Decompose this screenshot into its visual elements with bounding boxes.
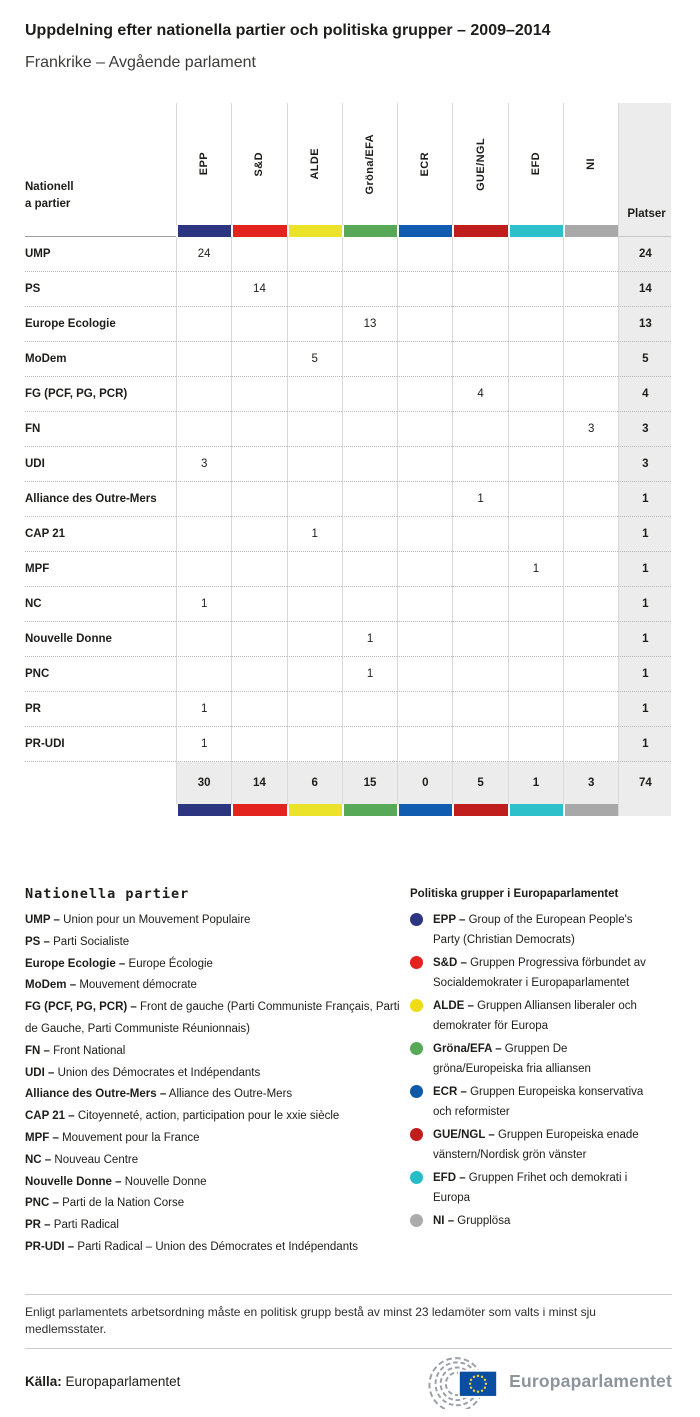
gr-na-efacolor-dot — [410, 1042, 423, 1055]
party-name: CAP 21 — [25, 517, 176, 552]
party-group-table — [25, 103, 672, 816]
cell-nouvelle-donne-ni — [563, 622, 618, 657]
cell-europe-ecologie-efd — [508, 307, 563, 342]
cell-ps-alde — [287, 272, 342, 307]
cell-alliance-des-outre-mers-efd — [508, 482, 563, 517]
party-legend-item-cap-21: CAP 21 – Citoyenneté, action, participation pour le xxie siècle — [25, 1110, 340, 1123]
party-legend-abbr: Alliance des Outre-Mers – — [25, 1088, 167, 1101]
footer — [25, 1294, 672, 1409]
party-legend-abbr: Europe Ecologie – — [25, 957, 126, 970]
party-name: PS — [25, 272, 176, 307]
cell-nc-alde — [287, 587, 342, 622]
group-legend-item-gr-na-efa — [410, 1039, 654, 1079]
party-legend-item-udi: UDI – Union des Démocrates et Indépendants — [25, 1066, 261, 1079]
cell-ump-ecr — [397, 237, 452, 272]
s-d-color-bar-bottom — [231, 804, 286, 816]
party-legend-item-pnc: PNC – Parti de la Nation Corse — [25, 1197, 185, 1210]
alde-color-bar — [287, 225, 342, 237]
page-subtitle: Frankrike – Avgående parlament — [25, 54, 256, 71]
cell-pr-s-d — [231, 692, 286, 727]
cell-fg-pcf-pg-pcr-ecr — [397, 377, 452, 412]
party-legend-abbr: PS – — [25, 935, 50, 948]
cell-pr-udi-gue-ngl — [452, 727, 507, 762]
column-header-gr-na-efa — [342, 103, 397, 225]
cell-pr-udi-ni — [563, 727, 618, 762]
cell-fn-gue-ngl — [452, 412, 507, 447]
corner-line1: Nationell — [25, 181, 74, 193]
column-header-label-epp: EPP — [198, 152, 211, 176]
cell-modem-gue-ngl — [452, 342, 507, 377]
cell-cap-21-alde: 1 — [287, 517, 342, 552]
party-name: PR — [25, 692, 176, 727]
cell-nc-ecr — [397, 587, 452, 622]
group-legend-item-ecr — [410, 1082, 654, 1122]
cell-ump-alde — [287, 237, 342, 272]
s-dcolor-dot — [410, 956, 423, 969]
cell-pr-gue-ngl — [452, 692, 507, 727]
cell-pnc-s-d — [231, 657, 286, 692]
seats-nouvelle-donne: 1 — [618, 622, 671, 657]
cell-mpf-ni — [563, 552, 618, 587]
cell-udi-ni — [563, 447, 618, 482]
source-value: Europaparlamentet — [65, 1373, 181, 1389]
group-legend-item-efd — [410, 1168, 654, 1208]
cell-alliance-des-outre-mers-ecr — [397, 482, 452, 517]
party-legend-abbr: UMP – — [25, 914, 60, 926]
cell-fn-ecr — [397, 412, 452, 447]
total-ni: 3 — [563, 762, 618, 804]
party-name: UDI — [25, 447, 176, 482]
cell-cap-21-epp — [176, 517, 231, 552]
cell-modem-ni — [563, 342, 618, 377]
cell-europe-ecologie-ecr — [397, 307, 452, 342]
cell-cap-21-gr-na-efa — [342, 517, 397, 552]
cell-mpf-efd: 1 — [508, 552, 563, 587]
national-parties-list — [25, 910, 400, 1259]
total-ecr: 0 — [397, 762, 452, 804]
group-legend-abbr: NI – — [433, 1215, 455, 1227]
efd-color-bar — [508, 225, 563, 237]
party-legend-item-fn: FN – Front National — [25, 1044, 126, 1057]
cell-pr-udi-efd — [508, 727, 563, 762]
cell-pnc-alde — [287, 657, 342, 692]
seats-pr-udi: 1 — [618, 727, 671, 762]
cell-nc-gue-ngl — [452, 587, 507, 622]
epp-color-bar — [176, 225, 231, 237]
cell-fg-pcf-pg-pcr-epp — [176, 377, 231, 412]
cell-modem-alde: 5 — [287, 342, 342, 377]
epp-color-bar-bottom — [176, 804, 231, 816]
cell-pr-epp: 1 — [176, 692, 231, 727]
cell-ps-s-d: 14 — [231, 272, 286, 307]
group-legend-abbr: EPP – — [433, 914, 466, 926]
cell-pr-gr-na-efa — [342, 692, 397, 727]
cell-nc-s-d — [231, 587, 286, 622]
party-legend-item-europe-ecologie: Europe Ecologie – Europe Écologie — [25, 957, 213, 970]
cell-fn-epp — [176, 412, 231, 447]
seats-fn: 3 — [618, 412, 671, 447]
party-name: MPF — [25, 552, 176, 587]
cell-fg-pcf-pg-pcr-gr-na-efa — [342, 377, 397, 412]
cell-pr-udi-gr-na-efa — [342, 727, 397, 762]
cell-alliance-des-outre-mers-s-d — [231, 482, 286, 517]
cell-pnc-gr-na-efa: 1 — [342, 657, 397, 692]
cell-europe-ecologie-s-d — [231, 307, 286, 342]
party-legend-item-nc: NC – Nouveau Centre — [25, 1153, 139, 1166]
gr-na-efa-color-bar-bottom — [342, 804, 397, 816]
seats-mpf: 1 — [618, 552, 671, 587]
eppcolor-dot — [410, 913, 423, 926]
cell-europe-ecologie-ni — [563, 307, 618, 342]
column-header-label-gue-ngl: GUE/NGL — [474, 137, 487, 191]
party-legend-item-modem: MoDem – Mouvement démocrate — [25, 979, 197, 992]
header-rule — [25, 225, 176, 237]
cell-ps-gr-na-efa — [342, 272, 397, 307]
group-legend-text: ECR – Gruppen Europeiska konservativa och reformister — [433, 1086, 644, 1118]
national-parties-heading: Nationella partier — [25, 886, 190, 902]
divider-top — [25, 1294, 672, 1295]
group-legend-abbr: ALDE – — [433, 1000, 474, 1012]
cell-alliance-des-outre-mers-gue-ngl: 1 — [452, 482, 507, 517]
group-legend-item-gue-ngl — [410, 1125, 654, 1165]
cell-modem-gr-na-efa — [342, 342, 397, 377]
cell-udi-epp: 3 — [176, 447, 231, 482]
seats-europe-ecologie: 13 — [618, 307, 671, 342]
total-s-d: 14 — [231, 762, 286, 804]
cell-fg-pcf-pg-pcr-alde — [287, 377, 342, 412]
column-header-gue-ngl — [452, 103, 507, 225]
bottom-spacer — [25, 804, 176, 816]
seats-pr: 1 — [618, 692, 671, 727]
cell-fg-pcf-pg-pcr-efd — [508, 377, 563, 412]
group-legend-abbr: ECR – — [433, 1086, 467, 1098]
group-legend-text: S&D – Gruppen Progressiva förbundet av Socialdemokrater i Europaparlamentet — [433, 957, 646, 989]
cell-nouvelle-donne-gr-na-efa: 1 — [342, 622, 397, 657]
gr-na-efa-color-bar — [342, 225, 397, 237]
party-name: Europe Ecologie — [25, 307, 176, 342]
cell-cap-21-ni — [563, 517, 618, 552]
party-name: MoDem — [25, 342, 176, 377]
cell-nc-epp: 1 — [176, 587, 231, 622]
cell-fg-pcf-pg-pcr-gue-ngl: 4 — [452, 377, 507, 412]
group-legend-abbr: S&D – — [433, 957, 467, 969]
alde-color-bar-bottom — [287, 804, 342, 816]
party-name: FG (PCF, PG, PCR) — [25, 377, 176, 412]
cell-ump-epp: 24 — [176, 237, 231, 272]
source-line — [25, 1374, 180, 1389]
group-legend-text: Gröna/EFA – Gruppen De gröna/Europeiska fria alliansen — [433, 1043, 591, 1075]
column-header-label-s-d: S&D — [253, 151, 266, 177]
cell-modem-ecr — [397, 342, 452, 377]
group-legend-abbr: GUE/NGL – — [433, 1129, 495, 1141]
seats-fg-pcf-pg-pcr: 4 — [618, 377, 671, 412]
cell-mpf-epp — [176, 552, 231, 587]
ni-color-bar — [563, 225, 618, 237]
cell-fn-s-d — [231, 412, 286, 447]
cell-mpf-ecr — [397, 552, 452, 587]
gue-nglcolor-dot — [410, 1128, 423, 1141]
cell-udi-s-d — [231, 447, 286, 482]
cell-udi-gr-na-efa — [342, 447, 397, 482]
group-legend-text: EFD – Gruppen Frihet och demokrati i Europa — [433, 1172, 628, 1204]
cell-fn-alde — [287, 412, 342, 447]
cell-nouvelle-donne-efd — [508, 622, 563, 657]
party-legend-abbr: NC – — [25, 1153, 52, 1166]
cell-nouvelle-donne-epp — [176, 622, 231, 657]
divider-bottom — [25, 1348, 672, 1349]
column-header-label-efd: EFD — [529, 152, 542, 176]
seats-alliance-des-outre-mers: 1 — [618, 482, 671, 517]
logo-text: Europaparlamentet — [509, 1370, 672, 1391]
total-seats: 74 — [618, 762, 671, 804]
total-alde: 6 — [287, 762, 342, 804]
column-header-ni — [563, 103, 618, 225]
cell-cap-21-ecr — [397, 517, 452, 552]
party-name: Alliance des Outre-Mers — [25, 482, 176, 517]
cell-cap-21-s-d — [231, 517, 286, 552]
party-legend-item-nouvelle-donne: Nouvelle Donne – Nouvelle Donne — [25, 1175, 207, 1188]
hemicycle-icon — [413, 1353, 501, 1409]
party-name: PR-UDI — [25, 727, 176, 762]
cell-modem-s-d — [231, 342, 286, 377]
party-legend-abbr: CAP 21 – — [25, 1110, 75, 1123]
legends-section — [25, 886, 672, 1259]
group-legend-text: GUE/NGL – Gruppen Europeiska enade vänstern/Nordisk grön vänster — [433, 1129, 639, 1161]
cell-ump-gue-ngl — [452, 237, 507, 272]
europarl-logo — [413, 1353, 672, 1409]
footnote: Enligt parlamentets arbetsordning måste en politisk grupp bestå av minst 23 ledamöter som valts i minst sju medlemsstater. — [25, 1305, 596, 1336]
party-legend-item-ps: PS – Parti Socialiste — [25, 935, 130, 948]
column-header-label-gr-na-efa: Gröna/EFA — [364, 133, 377, 195]
cell-pnc-ecr — [397, 657, 452, 692]
cell-cap-21-gue-ngl — [452, 517, 507, 552]
party-name: NC — [25, 587, 176, 622]
s-d-color-bar — [231, 225, 286, 237]
gue-ngl-color-bar-bottom — [452, 804, 507, 816]
cell-ump-gr-na-efa — [342, 237, 397, 272]
seats-modem: 5 — [618, 342, 671, 377]
cell-fn-efd — [508, 412, 563, 447]
party-legend-item-pr-udi: PR-UDI – Parti Radical – Union des Démocrates et Indépendants — [25, 1240, 359, 1253]
cell-europe-ecologie-gr-na-efa: 13 — [342, 307, 397, 342]
cell-pr-udi-epp: 1 — [176, 727, 231, 762]
cell-udi-ecr — [397, 447, 452, 482]
cell-ps-ecr — [397, 272, 452, 307]
party-legend-item-ump: UMP – Union pour un Mouvement Populaire — [25, 914, 251, 926]
cell-mpf-gr-na-efa — [342, 552, 397, 587]
cell-modem-efd — [508, 342, 563, 377]
cell-ump-s-d — [231, 237, 286, 272]
party-legend-abbr: FN – — [25, 1044, 50, 1057]
group-legend-text: EPP – Group of the European People's Party (Christian Democrats) — [433, 914, 633, 946]
party-legend-abbr: Nouvelle Donne – — [25, 1175, 122, 1188]
cell-ump-ni — [563, 237, 618, 272]
party-legend-item-fg-pcf-pg-pcr: FG (PCF, PG, PCR) – Front de gauche (Parti Communiste Français, Parti de Gauche, Parti Communiste Réunionnais) — [25, 1001, 400, 1035]
party-name: UMP — [25, 237, 176, 272]
cell-nouvelle-donne-ecr — [397, 622, 452, 657]
column-header-s-d — [231, 103, 286, 225]
cell-modem-epp — [176, 342, 231, 377]
seats-udi: 3 — [618, 447, 671, 482]
gue-ngl-color-bar — [452, 225, 507, 237]
total-efd: 1 — [508, 762, 563, 804]
corner-line2: a partier — [25, 198, 71, 210]
party-legend-item-alliance-des-outre-mers: Alliance des Outre-Mers – Alliance des Outre-Mers — [25, 1088, 293, 1101]
source-row — [25, 1353, 672, 1409]
total-gue-ngl: 5 — [452, 762, 507, 804]
cell-nc-ni — [563, 587, 618, 622]
cell-fg-pcf-pg-pcr-s-d — [231, 377, 286, 412]
group-legend-text: ALDE – Gruppen Alliansen liberaler och demokrater för Europa — [433, 1000, 637, 1032]
nicolor-dot — [410, 1214, 423, 1227]
cell-pr-udi-alde — [287, 727, 342, 762]
seats-ump: 24 — [618, 237, 671, 272]
cell-europe-ecologie-epp — [176, 307, 231, 342]
party-legend-abbr: FG (PCF, PG, PCR) – — [25, 1001, 137, 1014]
cell-europe-ecologie-alde — [287, 307, 342, 342]
cell-fn-ni: 3 — [563, 412, 618, 447]
cell-nouvelle-donne-alde — [287, 622, 342, 657]
cell-pr-efd — [508, 692, 563, 727]
ni-color-bar-bottom — [563, 804, 618, 816]
party-legend-abbr: PR – — [25, 1219, 51, 1232]
source-label: Källa: — [25, 1373, 62, 1389]
page-title: Uppdelning efter nationella partier och politiska grupper – 2009–2014 — [25, 22, 551, 39]
party-legend-abbr: MoDem – — [25, 979, 77, 992]
seats-nc: 1 — [618, 587, 671, 622]
efd-color-bar-bottom — [508, 804, 563, 816]
party-legend-item-pr: PR – Parti Radical — [25, 1219, 119, 1232]
group-legend-text: NI – Grupplösa — [433, 1215, 511, 1227]
group-legend-item-s-d — [410, 953, 654, 993]
seats-ps: 14 — [618, 272, 671, 307]
cell-pr-alde — [287, 692, 342, 727]
cell-ump-efd — [508, 237, 563, 272]
ecr-color-bar-bottom — [397, 804, 452, 816]
party-legend-item-mpf: MPF – Mouvement pour la France — [25, 1131, 200, 1144]
cell-pr-udi-ecr — [397, 727, 452, 762]
column-header-label-ecr: ECR — [419, 151, 432, 177]
cell-pnc-efd — [508, 657, 563, 692]
column-header-alde — [287, 103, 342, 225]
group-legend-item-ni — [410, 1211, 654, 1231]
column-header-ecr — [397, 103, 452, 225]
ecrcolor-dot — [410, 1085, 423, 1098]
party-legend-abbr: UDI – — [25, 1066, 55, 1079]
platser-footer-fill — [618, 804, 671, 816]
seats-pnc: 1 — [618, 657, 671, 692]
cell-pr-ni — [563, 692, 618, 727]
column-header-epp — [176, 103, 231, 225]
cell-nouvelle-donne-gue-ngl — [452, 622, 507, 657]
cell-nouvelle-donne-s-d — [231, 622, 286, 657]
political-groups-heading: Politiska grupper i Europaparlamentet — [410, 888, 619, 900]
cell-mpf-gue-ngl — [452, 552, 507, 587]
cell-cap-21-efd — [508, 517, 563, 552]
cell-udi-efd — [508, 447, 563, 482]
cell-pnc-epp — [176, 657, 231, 692]
totals-spacer — [25, 762, 176, 804]
column-header-label-alde: ALDE — [308, 148, 321, 180]
party-legend-abbr: PNC – — [25, 1197, 59, 1210]
cell-nc-gr-na-efa — [342, 587, 397, 622]
cell-alliance-des-outre-mers-alde — [287, 482, 342, 517]
political-groups-list — [410, 910, 654, 1231]
efdcolor-dot — [410, 1171, 423, 1184]
cell-udi-gue-ngl — [452, 447, 507, 482]
group-legend-item-epp — [410, 910, 654, 950]
cell-alliance-des-outre-mers-gr-na-efa — [342, 482, 397, 517]
ecr-color-bar — [397, 225, 452, 237]
cell-ps-epp — [176, 272, 231, 307]
national-parties-legend — [25, 886, 400, 1259]
cell-udi-alde — [287, 447, 342, 482]
group-legend-abbr: Gröna/EFA – — [433, 1043, 502, 1055]
cell-alliance-des-outre-mers-ni — [563, 482, 618, 517]
seats-cap-21: 1 — [618, 517, 671, 552]
cell-pnc-gue-ngl — [452, 657, 507, 692]
table-corner-label — [25, 103, 176, 225]
party-name: Nouvelle Donne — [25, 622, 176, 657]
cell-alliance-des-outre-mers-epp — [176, 482, 231, 517]
cell-fg-pcf-pg-pcr-ni — [563, 377, 618, 412]
aldecolor-dot — [410, 999, 423, 1012]
cell-mpf-s-d — [231, 552, 286, 587]
cell-fn-gr-na-efa — [342, 412, 397, 447]
total-gr-na-efa: 15 — [342, 762, 397, 804]
cell-pr-ecr — [397, 692, 452, 727]
cell-ps-efd — [508, 272, 563, 307]
cell-pr-udi-s-d — [231, 727, 286, 762]
cell-nc-efd — [508, 587, 563, 622]
party-name: FN — [25, 412, 176, 447]
cell-ps-ni — [563, 272, 618, 307]
total-epp: 30 — [176, 762, 231, 804]
column-header-efd — [508, 103, 563, 225]
cell-mpf-alde — [287, 552, 342, 587]
column-header-platser: Platser — [618, 103, 671, 225]
cell-pnc-ni — [563, 657, 618, 692]
group-legend-item-alde — [410, 996, 654, 1036]
party-legend-abbr: PR-UDI – — [25, 1240, 75, 1253]
column-header-label-ni: NI — [585, 158, 598, 170]
cell-europe-ecologie-gue-ngl — [452, 307, 507, 342]
party-name: PNC — [25, 657, 176, 692]
cell-ps-gue-ngl — [452, 272, 507, 307]
political-groups-legend — [410, 886, 654, 1259]
group-legend-abbr: EFD – — [433, 1172, 466, 1184]
party-legend-abbr: MPF – — [25, 1131, 59, 1144]
platser-header-fill — [618, 225, 671, 237]
